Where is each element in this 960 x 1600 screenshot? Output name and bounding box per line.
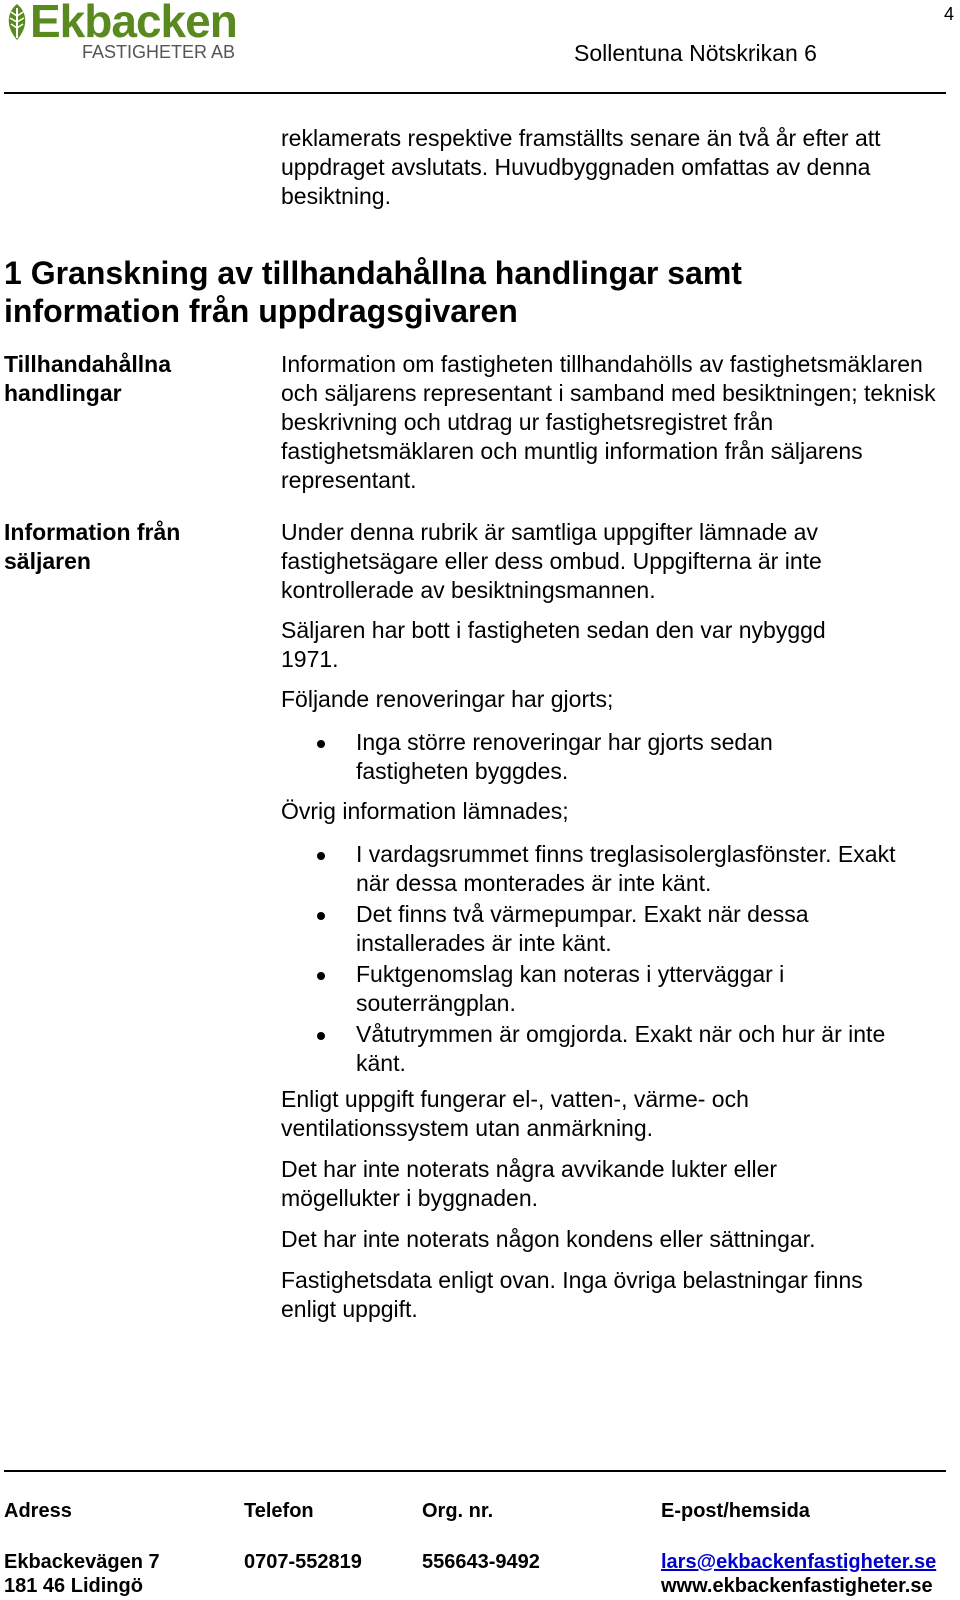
footer-phone-label: Telefon <box>244 1500 314 1522</box>
list-item: Det finns två värmepumpar. Exakt när dessa installerades är inte känt. <box>281 900 876 958</box>
seller-label: Information från säljaren <box>4 519 181 574</box>
renovations-list <box>281 728 941 788</box>
bullet-icon <box>317 972 325 980</box>
footer-address-line2: 181 46 Lidingö <box>4 1575 143 1597</box>
logo-wordmark: Ekbacken <box>30 0 237 47</box>
footer-email-link[interactable]: lars@ekbackenfastigheter.se <box>661 1551 937 1573</box>
section-heading: 1 Granskning av tillhandahållna handlingar samt information från uppdragsgivaren <box>4 255 742 329</box>
bullet-icon <box>317 852 325 860</box>
footer-phone: 0707-552819 <box>244 1551 362 1573</box>
odour-paragraph: Det har inte noterats några avvikande lukter eller mögellukter i byggnaden. <box>281 1156 778 1211</box>
bullet-icon <box>317 912 325 920</box>
docs-paragraph: Information om fastigheten tillhandahölls av fastighetsmäklaren och säljarens representant i samband med besiktningen; teknisk beskrivning och utdrag ur fastighetsregistret från fastighetsmäklaren och muntlig information från säljarens representant. <box>281 351 936 493</box>
footer-email-label: E-post/hemsida <box>661 1500 810 1522</box>
footer-website[interactable]: www.ekbackenfastigheter.se <box>661 1575 933 1597</box>
footer-address-label: Adress <box>4 1500 72 1522</box>
company-logo <box>4 0 334 64</box>
other-info-list <box>281 840 941 1080</box>
bullet-icon <box>317 1032 325 1040</box>
footer-org-number: 556643-9492 <box>422 1551 540 1573</box>
footer-divider <box>4 1470 946 1472</box>
seller-paragraph-2: Säljaren har bott i fastigheten sedan den var nybyggd 1971. <box>281 617 826 672</box>
list-item: Inga större renoveringar har gjorts sedan fastigheten byggdes. <box>281 728 836 786</box>
property-data-paragraph: Fastighetsdata enligt ovan. Inga övriga belastningar finns enligt uppgift. <box>281 1267 863 1322</box>
header-divider <box>4 92 946 94</box>
footer-org-label: Org. nr. <box>422 1500 494 1522</box>
list-item: I vardagsrummet finns treglasisolerglasfönster. Exakt när dessa monterades är inte känt. <box>281 840 896 898</box>
other-info-intro: Övrig information lämnades; <box>281 798 569 824</box>
renovations-intro: Följande renoveringar har gjorts; <box>281 686 614 712</box>
page-number: 4 <box>943 4 954 24</box>
leaf-icon <box>2 2 32 42</box>
bullet-icon <box>317 740 325 748</box>
list-item: Fuktgenomslag kan noteras i ytterväggar i souterrängplan. <box>281 960 856 1018</box>
logo-subtitle: FASTIGHETER AB <box>82 42 236 62</box>
systems-paragraph: Enligt uppgift fungerar el-, vatten-, värme- och ventilationssystem utan anmärkning. <box>281 1086 749 1141</box>
footer-address-line1: Ekbackevägen 7 <box>4 1551 160 1573</box>
document-title: Sollentuna Nötskrikan 6 <box>574 40 817 66</box>
footer-contact <box>661 1550 936 1598</box>
docs-label: Tillhandahållna handlingar <box>4 351 171 406</box>
list-item: Våtutrymmen är omgjorda. Exakt när och hur är inte känt. <box>281 1020 916 1078</box>
seller-paragraph-1: Under denna rubrik är samtliga uppgifter lämnade av fastighetsägare eller dess ombud. Uppgifterna är inte kontrollerade av besiktningsmannen. <box>281 519 822 603</box>
condensation-paragraph: Det har inte noterats någon kondens eller sättningar. <box>281 1226 816 1252</box>
footer-address <box>4 1550 160 1598</box>
intro-paragraph: reklamerats respektive framställts senare än två år efter att uppdraget avslutats. Huvudbyggnaden omfattas av denna besiktning. <box>281 125 881 209</box>
